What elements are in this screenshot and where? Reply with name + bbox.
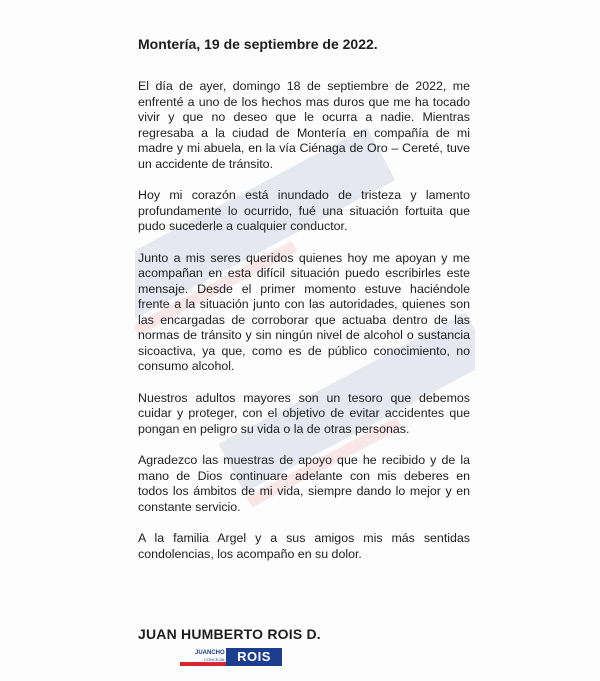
signature-name: JUAN HUMBERTO ROIS D. xyxy=(138,626,321,642)
paragraph-2: Hoy mi corazón está inundado de tristeza y lamento profundamente lo ocurrido, fué una situación fortuita que pudo sucederle a cualquier conductor. xyxy=(138,188,470,233)
paragraph-6: A la familia Argel y a sus amigos mis más sentidas condolencias, los acompaño en su dolor. xyxy=(138,531,470,561)
logo-name: JUANCHO xyxy=(195,650,225,656)
logo-box xyxy=(226,648,282,666)
paragraph-3: Junto a mis seres queridos quienes hoy me apoyan y me acompañan en esta difícil situación puedo escribirles este mensaje. Desde el primer momento estuve haciéndole frente a la situación junto con las autoridades, quienes son las encargadas de corroborar que actuaba dentro de las normas de tránsito y sin ningún nivel de alcohol o sustancia sicoactiva, ya que, como es de público conocimiento, no consumo alcohol. xyxy=(138,250,470,373)
paragraph-5: Agradezco las muestras de apoyo que he recibido y de la mano de Dios continuare adelante con mis deberes en todos los ámbitos de mi vida, siempre dando lo mejor y en constante servicio. xyxy=(138,453,470,514)
juancho-rois-logo xyxy=(180,648,285,668)
logo-subtitle: CONCEJAL xyxy=(204,657,226,662)
paragraph-4: Nuestros adultos mayores son un tesoro que debemos cuidar y proteger, con el objetivo de evitar accidentes que pongan en peligro su vida o la de otras personas. xyxy=(138,390,470,436)
logo-word: ROIS xyxy=(237,649,271,664)
paragraph-1: El día de ayer, domingo 18 de septiembre de 2022, me enfrenté a uno de los hechos mas duros que me ha tocado vivir y que no deseo que le ocurra a nadie. Mientras regresaba a la ciudad de Montería en compañía de mi madre y mi abuela, en la vía Ciénaga de Oro – Cereté, tuve un accidente de tránsito. xyxy=(138,79,470,171)
letter-body xyxy=(138,79,470,578)
letter-date: Montería, 19 de septiembre de 2022. xyxy=(138,36,378,52)
logo-red-bar xyxy=(180,662,226,666)
